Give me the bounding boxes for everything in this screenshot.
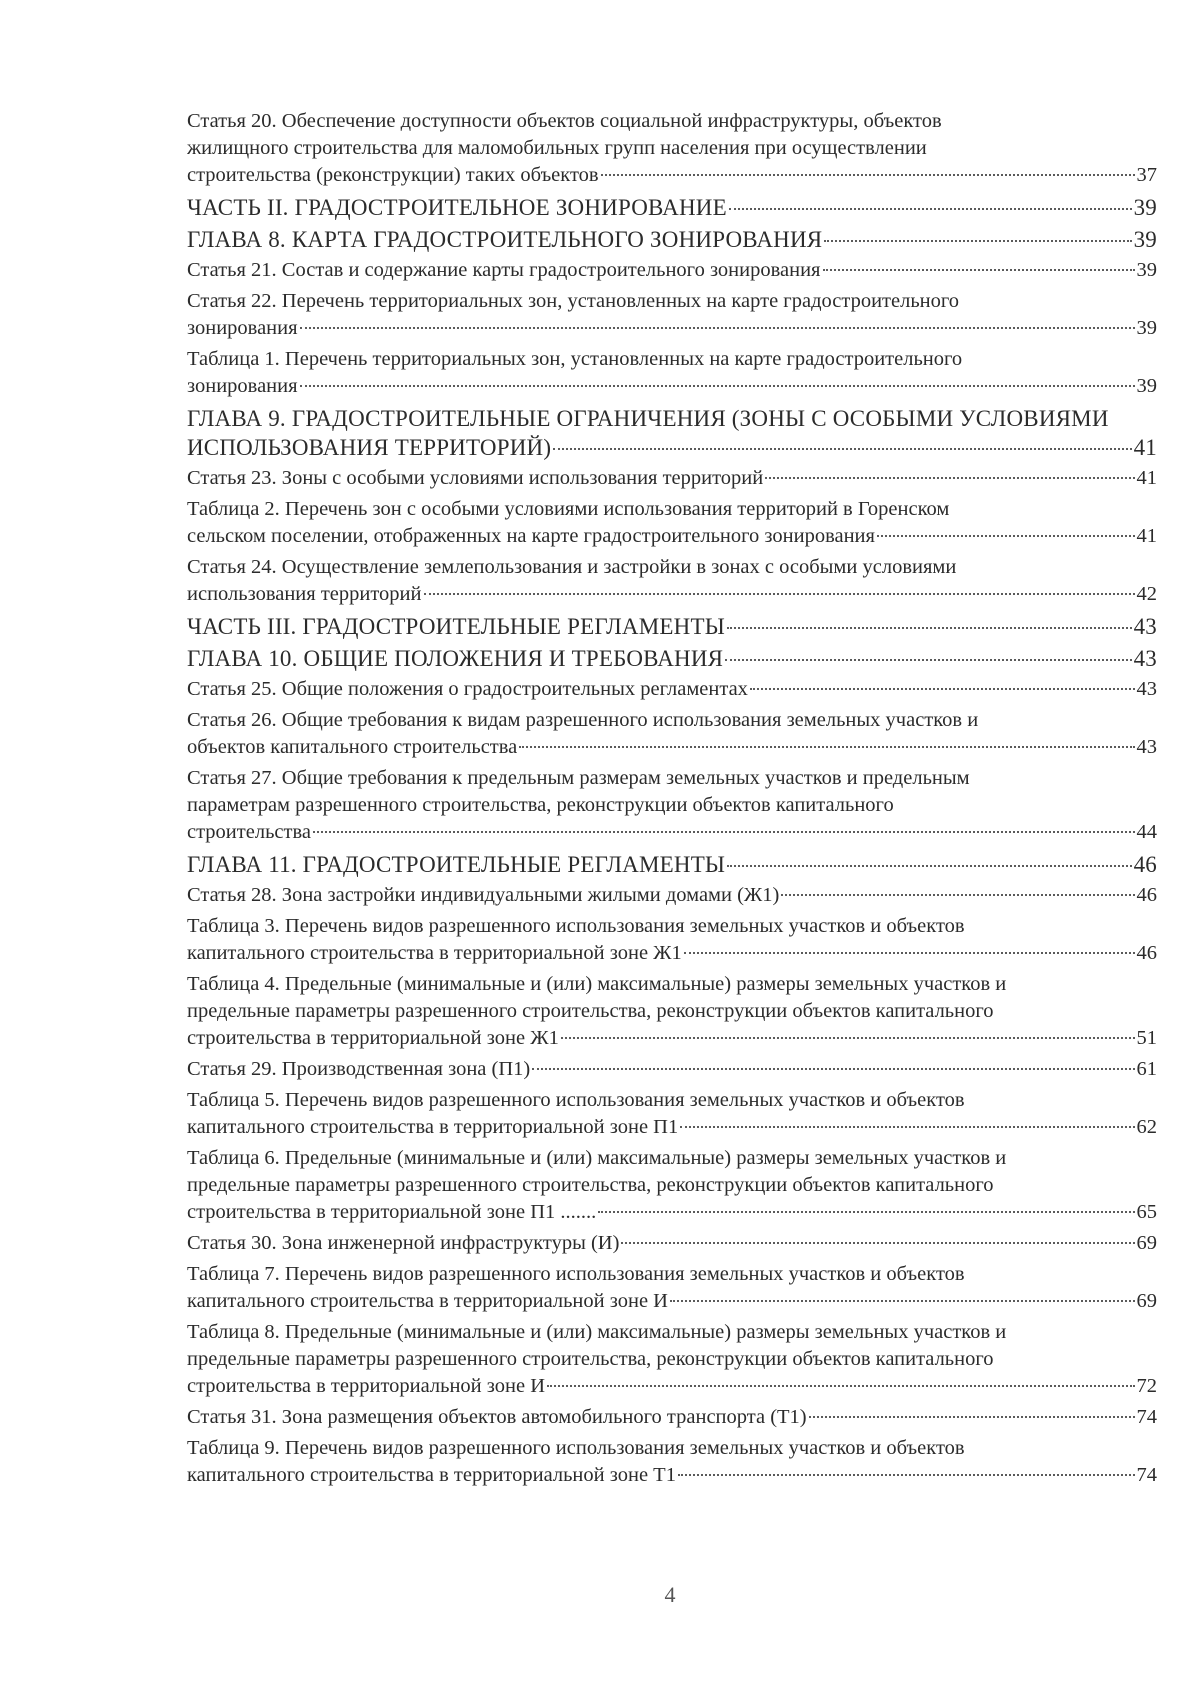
toc-entry-last-line [187,315,1157,342]
dot-leader [877,535,1135,537]
toc-entry-article [187,676,1157,703]
toc-entry-chapter [187,404,1157,462]
table-of-contents [187,108,1157,1493]
toc-entry-last-line [187,193,1157,222]
dot-leader [670,1300,1135,1302]
toc-page-number: 72 [1136,1375,1157,1397]
toc-entry-line: ИСПОЛЬЗОВАНИЯ ТЕРРИТОРИЙ) [187,435,552,460]
toc-entry-last-line [187,162,1157,189]
toc-entry-last-line [187,1404,1157,1431]
toc-entry-chapter [187,850,1157,879]
toc-entry-chapter [187,644,1157,673]
toc-entry-table [187,1261,1157,1315]
toc-page-number: 43 [1136,736,1157,758]
dot-leader [823,269,1135,271]
toc-entry-line: Таблица 7. Перечень видов разрешенного использования земельных участков и объектов [187,1263,965,1285]
toc-entry-table [187,971,1157,1052]
toc-entry-line: Статья 30. Зона инженерной инфраструктуры (И) [187,1232,620,1254]
toc-entry-line: Статья 20. Обеспечение доступности объектов социальной инфраструктуры, объектов [187,110,942,132]
toc-page-number: 39 [1136,259,1157,281]
toc-page-number: 41 [1136,525,1157,547]
toc-entry-line: Таблица 5. Перечень видов разрешенного использования земельных участков и объектов [187,1089,965,1111]
toc-page-number: 42 [1136,583,1157,605]
toc-entry-line: Таблица 4. Предельные (минимальные и (или) максимальные) размеры земельных участков и [187,973,1007,995]
toc-entry-line: Таблица 1. Перечень территориальных зон, установленных на карте градостроительного [187,348,963,370]
toc-entry-article [187,765,1157,846]
toc-entry-line: строительства (реконструкции) таких объектов [187,164,599,186]
dot-leader [313,831,1135,833]
toc-entry-line: капитального строительства в территориальной зоне П1 [187,1116,679,1138]
toc-entry-line: Статья 21. Состав и содержание карты градостроительного зонирования [187,259,821,281]
toc-entry-table [187,1145,1157,1226]
toc-entry-line: Статья 27. Общие требования к предельным размерам земельных участков и предельным [187,767,970,789]
dot-leader [547,1385,1135,1387]
toc-entry-line: зонирования [187,317,298,339]
toc-entry-last-line [187,644,1157,673]
toc-page-number: 61 [1136,1058,1157,1080]
toc-entry-line: капитального строительства в территориальной зоне Ж1 [187,942,682,964]
toc-entry-line: Статья 23. Зоны с особыми условиями использования территорий [187,467,764,489]
dot-leader [424,593,1135,595]
toc-entry-line: предельные параметры разрешенного строительства, реконструкции объектов капитального [187,1000,994,1022]
dot-leader [300,327,1135,329]
toc-entry-last-line [187,1373,1157,1400]
toc-entry-last-line [187,734,1157,761]
toc-entry-last-line [187,257,1157,284]
dot-leader [561,1037,1135,1039]
toc-page-number: 46 [1133,852,1157,877]
dot-leader [680,1126,1134,1128]
toc-page-number: 74 [1136,1406,1157,1428]
toc-entry-line: ГЛАВА 8. КАРТА ГРАДОСТРОИТЕЛЬНОГО ЗОНИРОВАНИЯ [187,227,823,252]
dot-leader [300,385,1135,387]
toc-entry-article [187,1230,1157,1257]
dot-leader [781,894,1134,896]
toc-entry-part [187,193,1157,222]
toc-entry-line: капитального строительства в территориальной зоне Т1 [187,1464,676,1486]
toc-entry-line: строительства [187,821,311,843]
toc-page-number: 46 [1136,942,1157,964]
toc-entry-last-line [187,819,1157,846]
toc-page-number: 69 [1136,1232,1157,1254]
toc-entry-line: строительства в территориальной зоне И [187,1375,545,1397]
dot-leader [824,240,1131,242]
toc-entry-line: параметрам разрешенного строительства, реконструкции объектов капитального [187,794,894,816]
toc-entry-line: ГЛАВА 9. ГРАДОСТРОИТЕЛЬНЫЕ ОГРАНИЧЕНИЯ (ЗОНЫ С ОСОБЫМИ УСЛОВИЯМИ [187,406,1109,431]
dot-leader [621,1242,1134,1244]
toc-entry-line: ЧАСТЬ II. ГРАДОСТРОИТЕЛЬНОЕ ЗОНИРОВАНИЕ [187,195,727,220]
toc-entry-article [187,108,1157,189]
toc-entry-article [187,1056,1157,1083]
toc-entry-chapter [187,225,1157,254]
toc-entry-line: Статья 26. Общие требования к видам разрешенного использования земельных участков и [187,709,979,731]
toc-page-number: 43 [1133,646,1157,671]
toc-entry-line: Таблица 6. Предельные (минимальные и (или) максимальные) размеры земельных участков и [187,1147,1007,1169]
toc-page-number: 41 [1136,467,1157,489]
toc-entry-line: строительства в территориальной зоне Ж1 [187,1027,559,1049]
toc-page-number: 74 [1136,1464,1157,1486]
toc-entry-last-line [187,882,1157,909]
toc-entry-article [187,465,1157,492]
toc-entry-line: Таблица 3. Перечень видов разрешенного использования земельных участков и объектов [187,915,965,937]
toc-page-number: 43 [1136,678,1157,700]
dot-leader [765,477,1134,479]
toc-page-number: 46 [1136,884,1157,906]
toc-entry-line: зонирования [187,375,298,397]
toc-entry-last-line [187,1025,1157,1052]
toc-page-number: 39 [1133,227,1157,252]
dot-leader [727,865,1131,867]
toc-entry-table [187,1435,1157,1489]
toc-entry-last-line [187,1114,1157,1141]
toc-entry-table [187,913,1157,967]
toc-entry-last-line [187,433,1157,462]
toc-entry-article [187,257,1157,284]
toc-entry-article [187,554,1157,608]
toc-entry-line: Таблица 2. Перечень зон с особыми условиями использования территорий в Горенском [187,498,950,520]
page-number: 4 [664,1582,676,1607]
toc-entry-line: Статья 31. Зона размещения объектов автомобильного транспорта (Т1) [187,1406,807,1428]
dot-leader [598,1211,1134,1213]
toc-entry-line: Статья 24. Осуществление землепользования и застройки в зонах с особыми условиями [187,556,957,578]
toc-entry-last-line [187,1056,1157,1083]
toc-page-number: 41 [1133,435,1157,460]
dot-leader [725,659,1131,661]
toc-page-number: 39 [1136,375,1157,397]
toc-entry-line: сельском поселении, отображенных на карте градостроительного зонирования [187,525,875,547]
toc-entry-line: предельные параметры разрешенного строительства, реконструкции объектов капитального [187,1174,994,1196]
dot-leader [684,952,1135,954]
toc-entry-last-line [187,1230,1157,1257]
toc-page-number: 62 [1136,1116,1157,1138]
toc-entry-table [187,346,1157,400]
toc-page-number: 44 [1136,821,1157,843]
toc-entry-article [187,288,1157,342]
toc-entry-line: жилищного строительства для маломобильных групп населения при осуществлении [187,137,927,159]
toc-entry-table [187,1087,1157,1141]
toc-page-number: 69 [1136,1290,1157,1312]
toc-entry-last-line [187,465,1157,492]
dot-leader [729,208,1132,210]
toc-entry-line: Статья 29. Производственная зона (П1) [187,1058,531,1080]
toc-entry-last-line [187,676,1157,703]
dot-leader [727,627,1132,629]
toc-entry-line: Статья 22. Перечень территориальных зон, установленных на карте градостроительного [187,290,960,312]
toc-entry-line: объектов капитального строительства [187,736,518,758]
toc-entry-last-line [187,581,1157,608]
toc-entry-last-line [187,612,1157,641]
toc-entry-article [187,882,1157,909]
toc-entry-last-line [187,373,1157,400]
dot-leader [553,448,1131,450]
toc-entry-last-line [187,225,1157,254]
dot-leader [678,1474,1135,1476]
toc-entry-line: капитального строительства в территориальной зоне И [187,1290,668,1312]
toc-entry-line: использования территорий [187,583,422,605]
toc-entry-last-line [187,1288,1157,1315]
dot-leader [750,688,1135,690]
dot-leader [519,746,1134,748]
toc-entry-last-line [187,1462,1157,1489]
dot-leader [532,1068,1134,1070]
toc-page-number: 43 [1133,614,1157,639]
toc-entry-line: строительства в территориальной зоне П1 ....... [187,1201,597,1223]
toc-entry-table [187,496,1157,550]
toc-page-number: 39 [1136,317,1157,339]
toc-entry-line: ГЛАВА 11. ГРАДОСТРОИТЕЛЬНЫЕ РЕГЛАМЕНТЫ [187,852,726,877]
toc-page-number: 51 [1136,1027,1157,1049]
toc-entry-last-line [187,940,1157,967]
toc-page-number: 37 [1136,164,1157,186]
toc-entry-table [187,1319,1157,1400]
toc-entry-line: ЧАСТЬ III. ГРАДОСТРОИТЕЛЬНЫЕ РЕГЛАМЕНТЫ [187,614,725,639]
toc-entry-line: Статья 25. Общие положения о градостроительных регламентах [187,678,748,700]
dot-leader [809,1416,1135,1418]
toc-page-number: 65 [1136,1201,1157,1223]
toc-entry-line: предельные параметры разрешенного строительства, реконструкции объектов капитального [187,1348,994,1370]
dot-leader [601,174,1135,176]
toc-entry-article [187,707,1157,761]
toc-entry-part [187,612,1157,641]
toc-entry-last-line [187,1199,1157,1226]
toc-entry-line: Таблица 8. Предельные (минимальные и (или) максимальные) размеры земельных участков и [187,1321,1007,1343]
toc-entry-last-line [187,850,1157,879]
toc-entry-line: Таблица 9. Перечень видов разрешенного использования земельных участков и объектов [187,1437,965,1459]
toc-entry-line: ГЛАВА 10. ОБЩИЕ ПОЛОЖЕНИЯ И ТРЕБОВАНИЯ [187,646,724,671]
toc-page-number: 39 [1133,195,1157,220]
toc-entry-line: Статья 28. Зона застройки индивидуальными жилыми домами (Ж1) [187,884,780,906]
toc-entry-article [187,1404,1157,1431]
toc-entry-last-line [187,523,1157,550]
